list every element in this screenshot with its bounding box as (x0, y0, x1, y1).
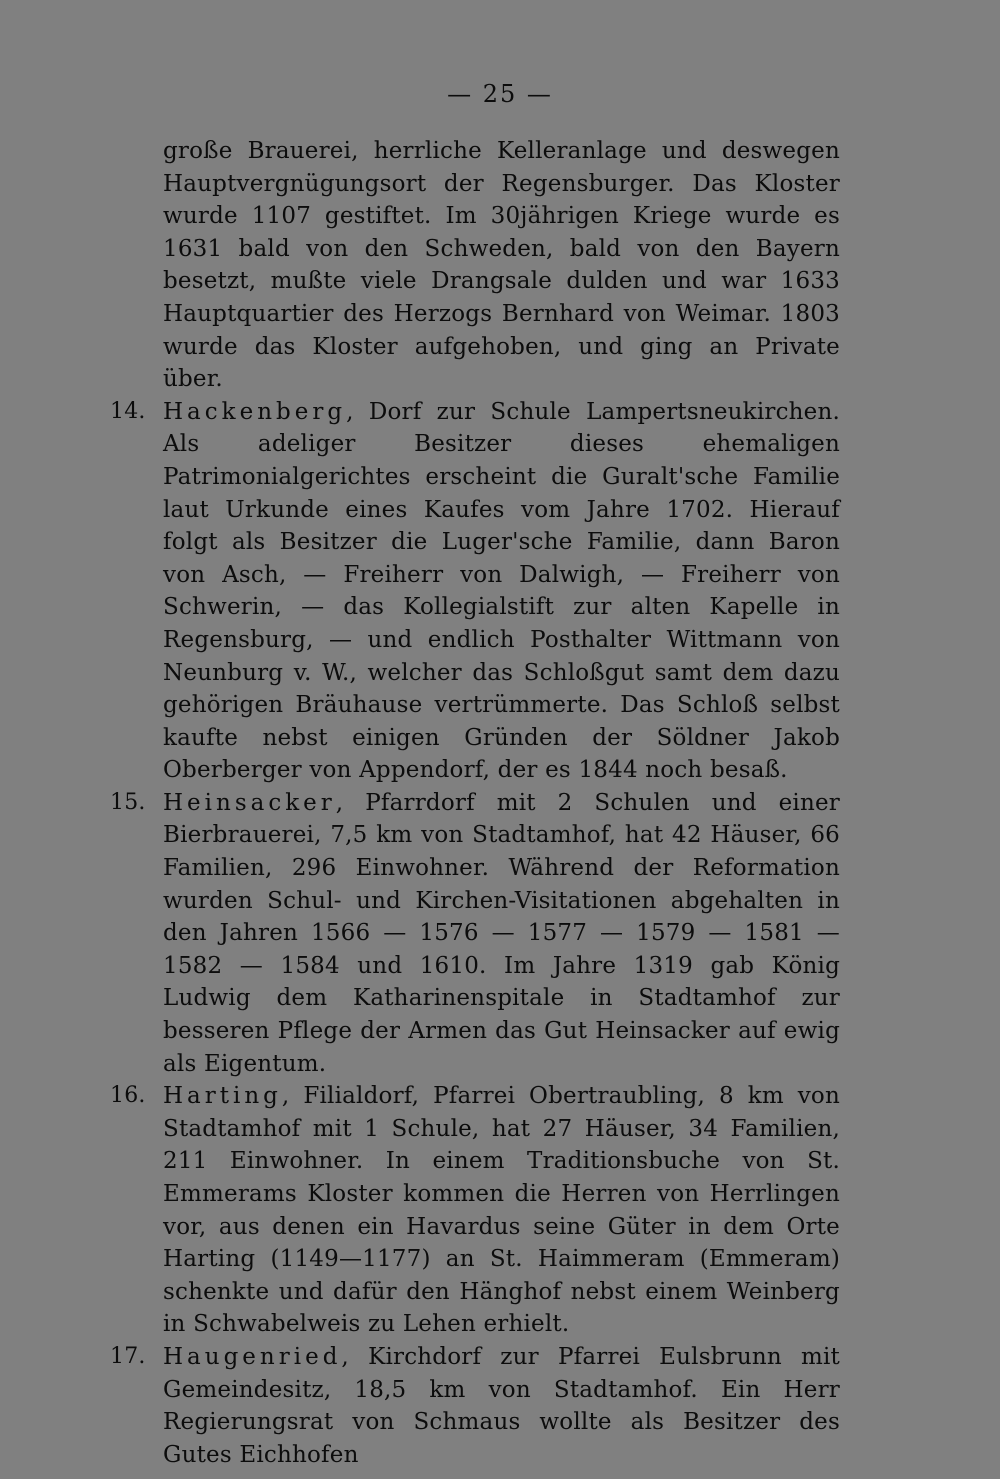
entry-number: 15. (110, 789, 146, 815)
entry-15 (110, 787, 840, 1080)
entry-place-name: Hackenberg (163, 398, 347, 425)
entry-text: große Brauerei, herrliche Kelleranlage und deswegen Hauptvergnügungsort der Regensburger. Das Kloster wurde 1107 gestiftet. Im 30jährigen Kriege wurde es 1631 bald von den Schweden, bald von den Bayern besetzt, mußte viele Drangsale dulden und war 1633 Hauptquartier des Herzogs Bernhard von Weimar. 1803 wurde das Kloster aufgehoben, und ging an Private über. (163, 138, 840, 393)
entry-text: , Dorf zur Schule Lampertsneukirchen. Als adeliger Besitzer dieses ehemaligen Patrimonialgerichtes erscheint die Guralt'sche Familie laut Urkunde eines Kaufes vom Jahre 1702. Hierauf folgt als Besitzer die Luger'sche Familie, dann Baron von Asch, — Freiherr von Dalwigh, — Freiherr von Schwerin, — das Kollegialstift zur alten Kapelle in Regensburg, — und endlich Posthalter Wittmann von Neunburg v. W., welcher das Schloßgut samt dem dazu gehörigen Bräuhause vertrümmerte. Das Schloß selbst kaufte nebst einigen Gründen der Söldner Jakob Oberberger von Appendorf, der es 1844 noch besaß. (163, 398, 840, 784)
entry-16 (110, 1080, 840, 1341)
entry-place-name: Heinsacker (163, 789, 336, 816)
entry-text: , Filialdorf, Pfarrei Obertraubling, 8 km von Stadtamhof mit 1 Schule, hat 27 Häuser, 34 Familien, 211 Einwohner. In einem Traditionsbuche von St. Emmerams Kloster kommen die Herren von Herrlingen vor, aus denen ein Havardus seine Güter in dem Orte Harting (1149—1177) an St. Haimmeram (Emmeram) schenkte und dafür den Hänghof nebst einem Weinberg in Schwabelweis zu Lehen erhielt. (163, 1083, 840, 1338)
page-number: — 25 — (447, 80, 553, 108)
entry-14 (110, 396, 840, 787)
page-body (110, 135, 840, 1471)
entry-17 (110, 1341, 840, 1471)
entry-number: 14. (110, 398, 146, 424)
entry-text: , Pfarrdorf mit 2 Schulen und einer Bierbrauerei, 7,5 km von Stadtamhof, hat 42 Häuser, 66 Familien, 296 Einwohner. Während der Reformation wurden Schul- und Kirchen-Visitationen abgehalten in den Jahren 1566 — 1576 — 1577 — 1579 — 1581 — 1582 — 1584 und 1610. Im Jahre 1319 gab König Ludwig dem Katharinenspitale in Stadtamhof zur besseren Pflege der Armen das Gut Heinsacker auf ewig als Eigentum. (163, 789, 840, 1077)
entry-continuation (110, 135, 840, 396)
entry-place-name: Haugenried (163, 1343, 342, 1370)
entry-text: , Kirchdorf zur Pfarrei Eulsbrunn mit Gemeindesitz, 18,5 km von Stadtamhof. Ein Herr Regierungsrat von Schmaus wollte als Besitzer des Gutes Eichhofen (163, 1343, 840, 1468)
entry-place-name: Harting (163, 1083, 282, 1110)
entry-number: 17. (110, 1343, 146, 1369)
entry-number: 16. (110, 1083, 146, 1109)
